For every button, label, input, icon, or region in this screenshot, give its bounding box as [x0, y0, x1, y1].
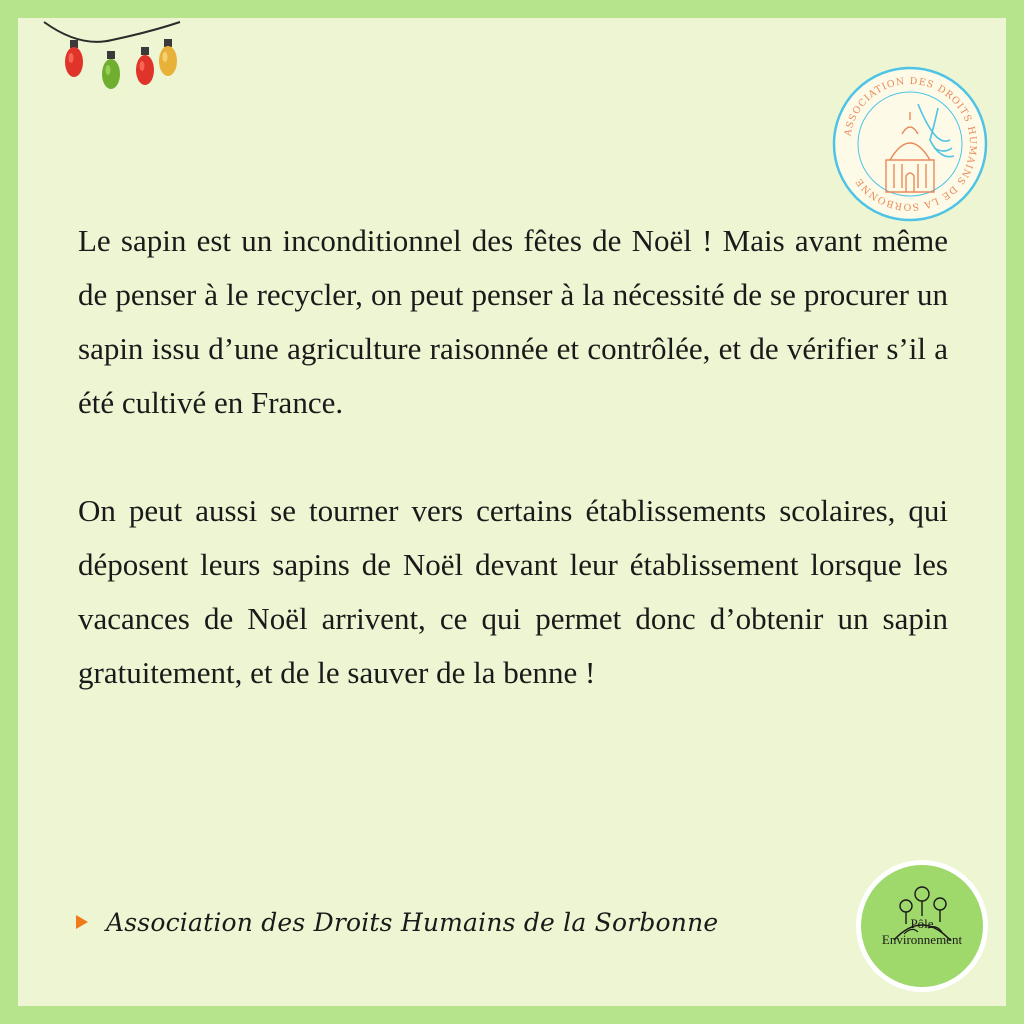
pole-environnement-badge: [854, 858, 990, 994]
sorbonne-chapel-hands-logo: [830, 64, 990, 224]
badge-label-line1: Pôle: [910, 916, 934, 931]
paragraph-2: On peut aussi se tourner vers certains établissements scolaires, qui déposent leurs sapins de Noël devant leur établissement lorsque les vacances de Noël arrivent, ce qui permet donc d’obtenir un sapin gratuitement, et de le sauver de la benne !: [78, 493, 948, 690]
logo-ring-text: ASSOCIATION DES DROITS HUMAINS DE LA SORBONNE: [842, 75, 979, 213]
poster-card: [18, 18, 1006, 1006]
signature-text: Association des Droits Humains de la Sorbonne: [106, 907, 719, 937]
body-text: [78, 214, 948, 700]
badge-label-line2: Environnement: [881, 932, 963, 947]
play-arrow-icon: [76, 915, 88, 929]
signature-line: [76, 900, 718, 944]
christmas-lights-icon: [40, 18, 210, 128]
paragraph-1: Le sapin est un inconditionnel des fêtes de Noël ! Mais avant même de penser à le recycler, on peut penser à la nécessité de se procurer un sapin issu d’une agriculture raisonnée et contrôlée, et de vérifier s’il a été cultivé en France.: [78, 223, 948, 420]
